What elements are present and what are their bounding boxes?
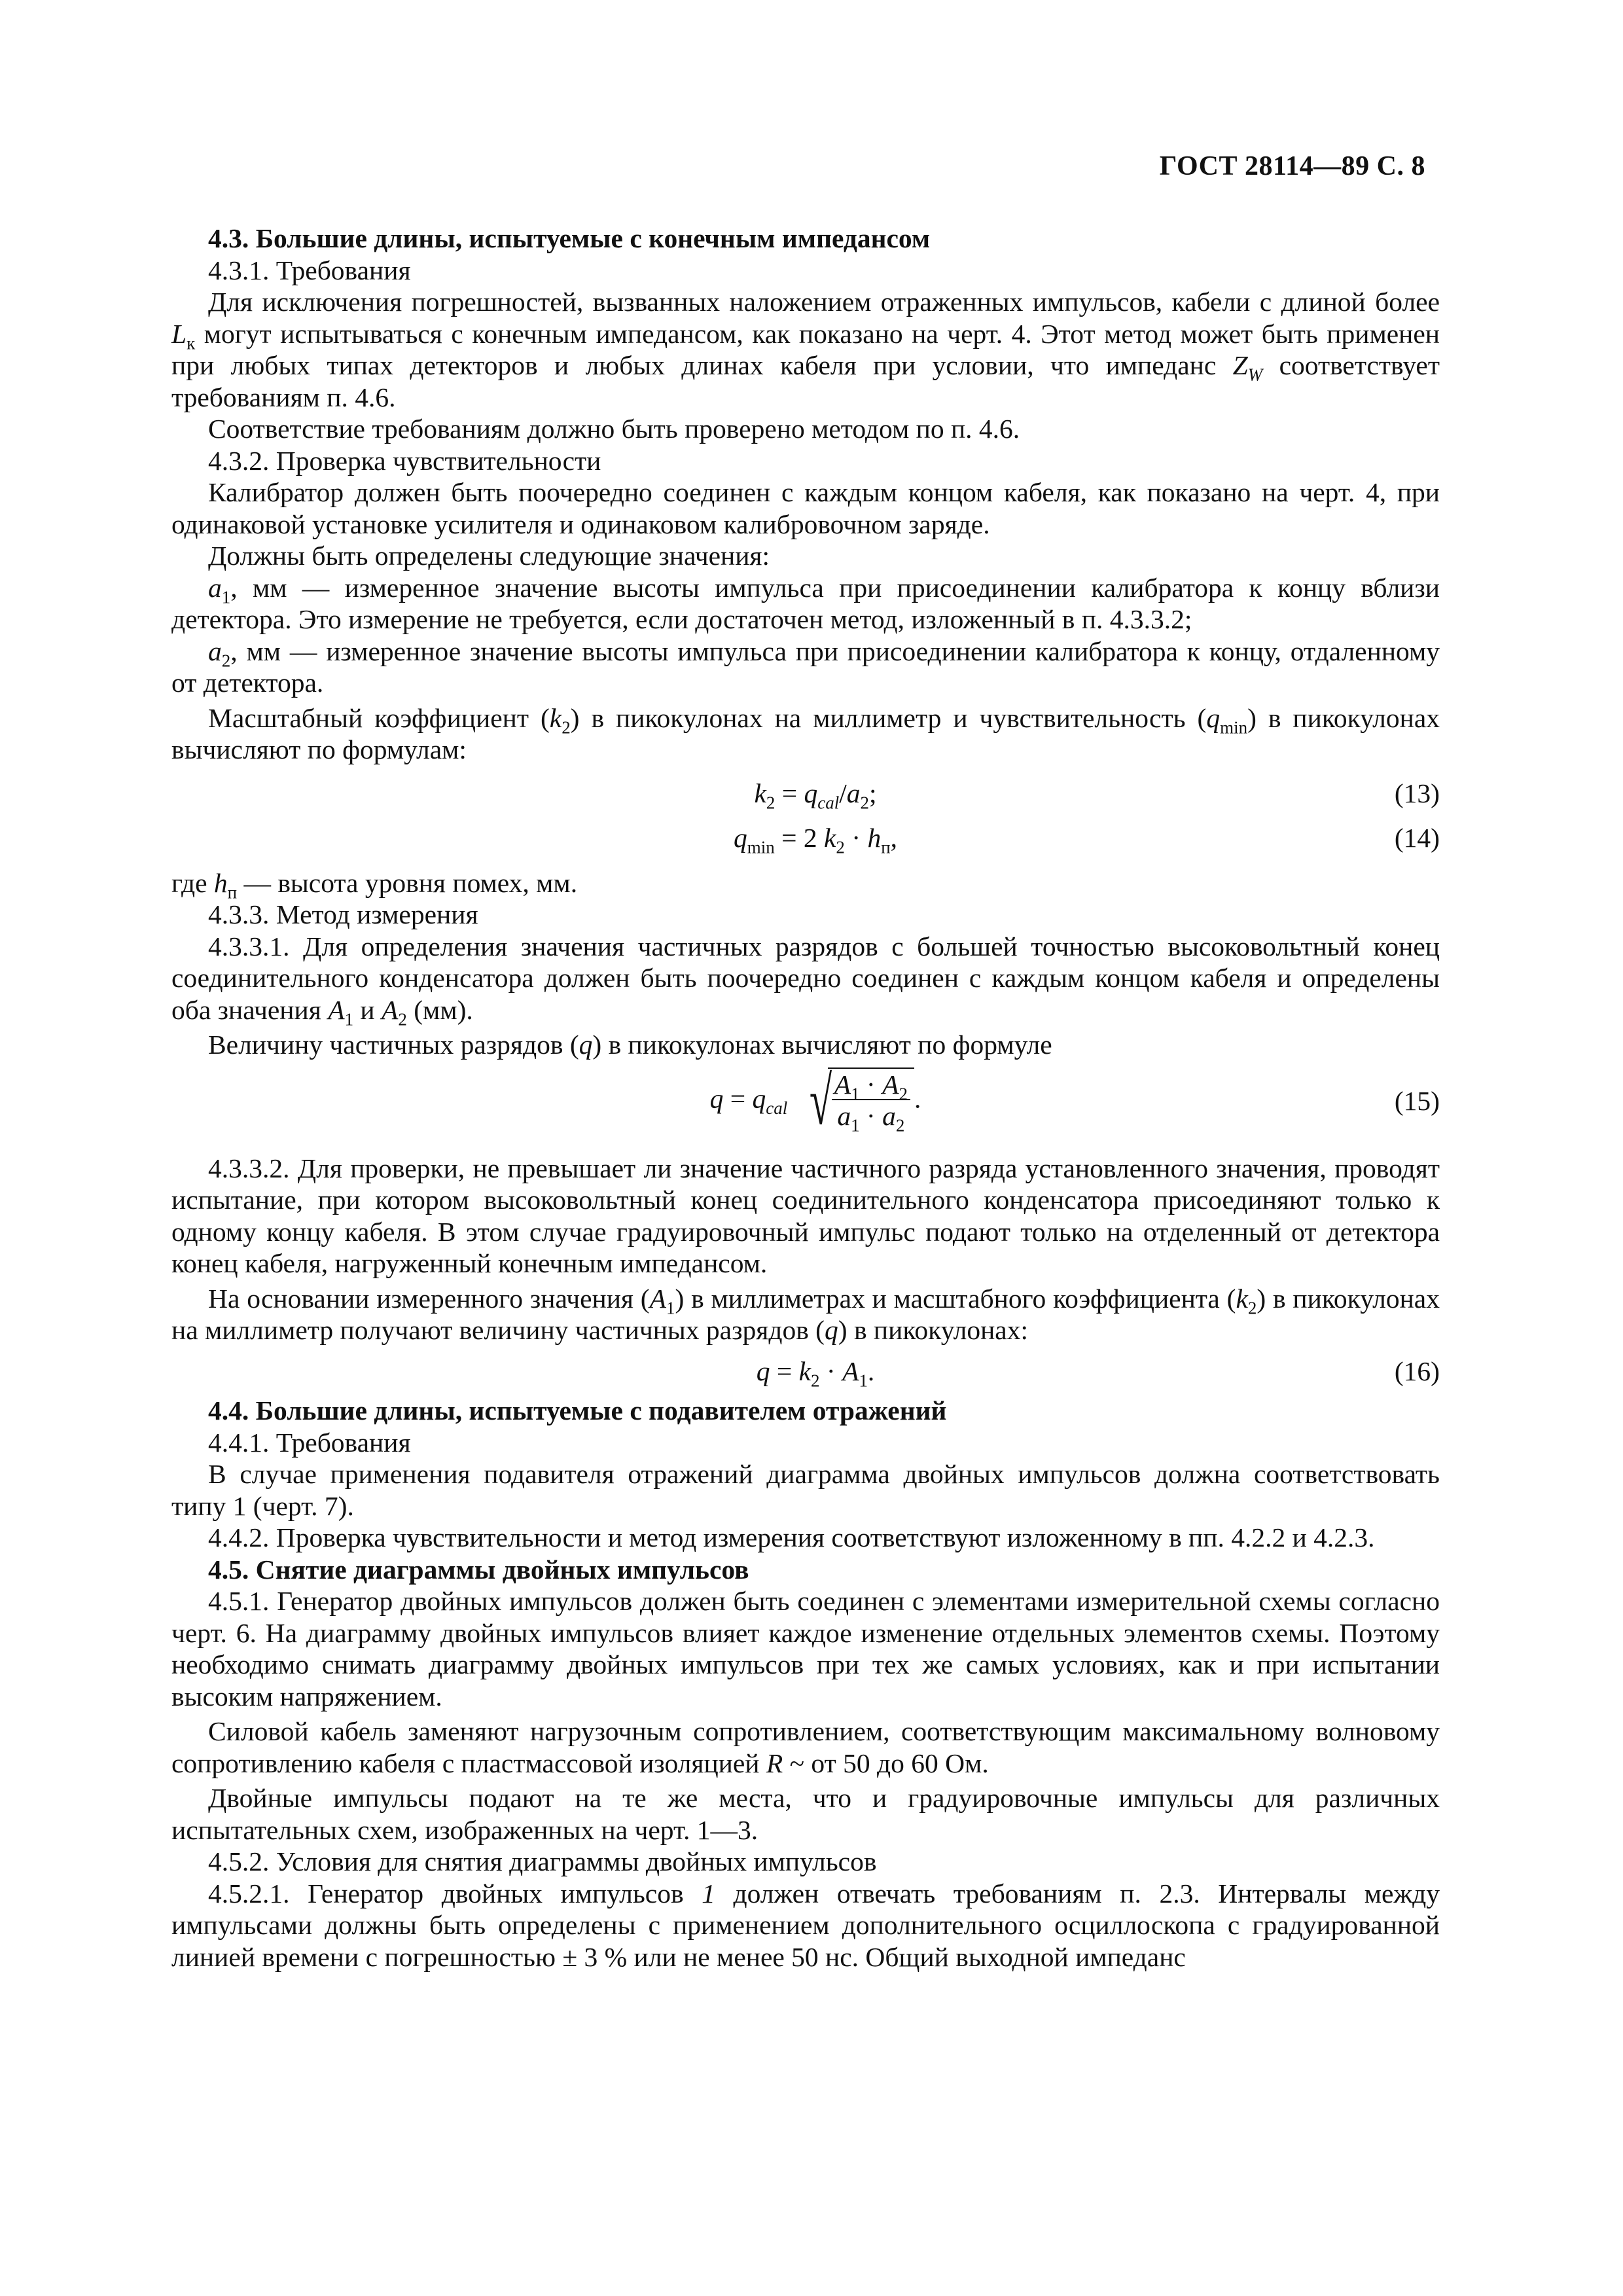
section-4-3-title: 4.3. Большие длины, испытуемые с конечным импедансом (208, 223, 931, 253)
section-4-5-title: 4.5. Снятие диаграммы двойных импульсов (208, 1554, 749, 1585)
paragraph: 4.3.3.2. Для проверки, не превышает ли значение частичного разряда установленного значения, проводят испытание, при котором высоковольтный конец соединительного конденсатора присоединяют только к одному концу кабеля. В этом случае градуировочный импульс подают только на отделенный от детектора конец кабеля, нагруженный конечным импедансом. (171, 1153, 1440, 1278)
formula-13 (171, 778, 1440, 810)
subsection-4-5-2: 4.5.2. Условия для снятия диаграммы двойных импульсов (208, 1846, 877, 1876)
formula-16-expression: $q = k_2 \cdot A_1$. (756, 1355, 875, 1390)
subsection-4-3-3: 4.3.3. Метод измерения (208, 899, 478, 929)
fraction (828, 1067, 914, 1136)
paragraph: Величину частичных разрядов (q) в пикокулонах вычисляют по формуле (208, 1030, 1052, 1060)
paragraph: 4.5.2.1. Генератор двойных импульсов 1 должен отвечать требованиям п. 2.3. Интервалы между импульсами должны быть определены с применением дополнительного осциллоскопа с градуированной линией времени с погрешностью ± 3 % или не менее 50 нс. Общий выходной импеданс (171, 1878, 1440, 1972)
page-content (171, 223, 1440, 1973)
formula-14-expression: $q_{min} = 2$ $k_2 \cdot h_п$, (733, 823, 898, 857)
paragraph: В случае применения подавителя отражений диаграмма двойных импульсов должна соответствовать типу 1 (черт. 7). (171, 1459, 1440, 1521)
subsection-4-3-1: 4.3.1. Требования (208, 255, 411, 285)
paragraph: Двойные импульсы подают на те же места, что и градуировочные импульсы для различных испытательных схем, изображенных на черт. 1—3. (171, 1783, 1440, 1845)
formula-16-number: (16) (1394, 1355, 1440, 1386)
formula-14 (171, 822, 1440, 857)
subsection-4-4-1: 4.4.1. Требования (208, 1427, 411, 1458)
formula-13-expression: $k_2 = q_{cal}/a_2$; (754, 778, 877, 812)
paragraph: Для исключения погрешностей, вызванных наложением отраженных импульсов, кабели с длиной более $L_к$ могут испытываться с конечным импедансом, как показано на черт. 4. Этот метод может быть применен при любых типах детекторов и любых длинах кабеля при условии, что импеданс $Z_W$ соответствует требованиям п. 4.6. (171, 287, 1440, 412)
radical-sign: √ (809, 1063, 832, 1139)
paragraph: 4.3.3.1. Для определения значения частичных разрядов с большей точностью высоковольтный конец соединительного конденсатора должен быть поочередно соединен с каждым концом кабеля и определены оба значения $A_1$ и $A_2$ (мм). (171, 931, 1440, 1029)
paragraph: Соответствие требованиям должно быть проверено методом по п. 4.6. (208, 414, 1020, 444)
subsection-4-3-2: 4.3.2. Проверка чувствительности (208, 445, 601, 476)
formula-16 (171, 1355, 1440, 1388)
formula-15-number: (15) (1394, 1086, 1440, 1117)
formula-15-expression: $q = q_{cal}$ √ $\frac{A_1 \cdot A_2}{a_1 \cdot a_2}$ . (709, 1063, 921, 1139)
definition-a1: $a_1$, мм — измеренное значение высоты импульса при присоединении калибратора к концу вблизи детектора. Это измерение не требуется, если достаточен метод, изложенный в п. 4.3.3.2; (171, 572, 1440, 634)
section-4-4-title: 4.4. Большие длины, испытуемые с подавителем отражений (208, 1395, 947, 1426)
formula-13-number: (13) (1394, 778, 1440, 808)
page-header: ГОСТ 28114—89 С. 8 (1159, 151, 1425, 181)
formula-15 (171, 1063, 1440, 1139)
paragraph: На основании измеренного значения $(A_1)$ в миллиметрах и масштабного коэффициента $(k_2)$ в пикокулонах на миллиметр получают величину частичных разрядов (q) в пикокулонах: (171, 1283, 1440, 1345)
fraction-denominator: $a_1 \cdot a_2$ (837, 1100, 905, 1135)
paragraph: 4.5.1. Генератор двойных импульсов должен быть соединен с элементами измерительной схемы согласно черт. 6. На диаграмму двойных импульсов влияет каждое изменение отдельных элементов схемы. Поэтому необходимо снимать диаграмму двойных импульсов при тех же самых условиях, как и при испытании высоким напряжением. (171, 1586, 1440, 1712)
formula-14-number: (14) (1394, 823, 1440, 853)
paragraph: Должны быть определены следующие значения: (208, 541, 770, 571)
where-clause: где $h_п$ — высота уровня помех, мм. (171, 867, 578, 902)
fraction-numerator: $A_1 \cdot A_2$ (832, 1069, 910, 1100)
definition-a2: $a_2$, мм — измеренное значение высоты импульса при присоединении калибратора к концу, отдаленному от детектора. (171, 636, 1440, 698)
paragraph: Силовой кабель заменяют нагрузочным сопротивлением, соответствующим максимальному волновому сопротивлению кабеля с пластмассовой изоляцией R ~ от 50 до 60 Ом. (171, 1716, 1440, 1778)
square-root (794, 1063, 914, 1139)
paragraph: Масштабный коэффициент $(k_2)$ в пикокулонах на миллиметр и чувствительность $(q_{min})$ в пикокулонах вычисляют по формулам: (171, 702, 1440, 764)
paragraph: Калибратор должен быть поочередно соединен с каждым концом кабеля, как показано на черт. 4, при одинаковой установке усилителя и одинаковом калибровочном заряде. (171, 477, 1440, 539)
paragraph: 4.4.2. Проверка чувствительности и метод измерения соответствуют изложенному в пп. 4.2.2 и 4.2.3. (208, 1522, 1375, 1552)
